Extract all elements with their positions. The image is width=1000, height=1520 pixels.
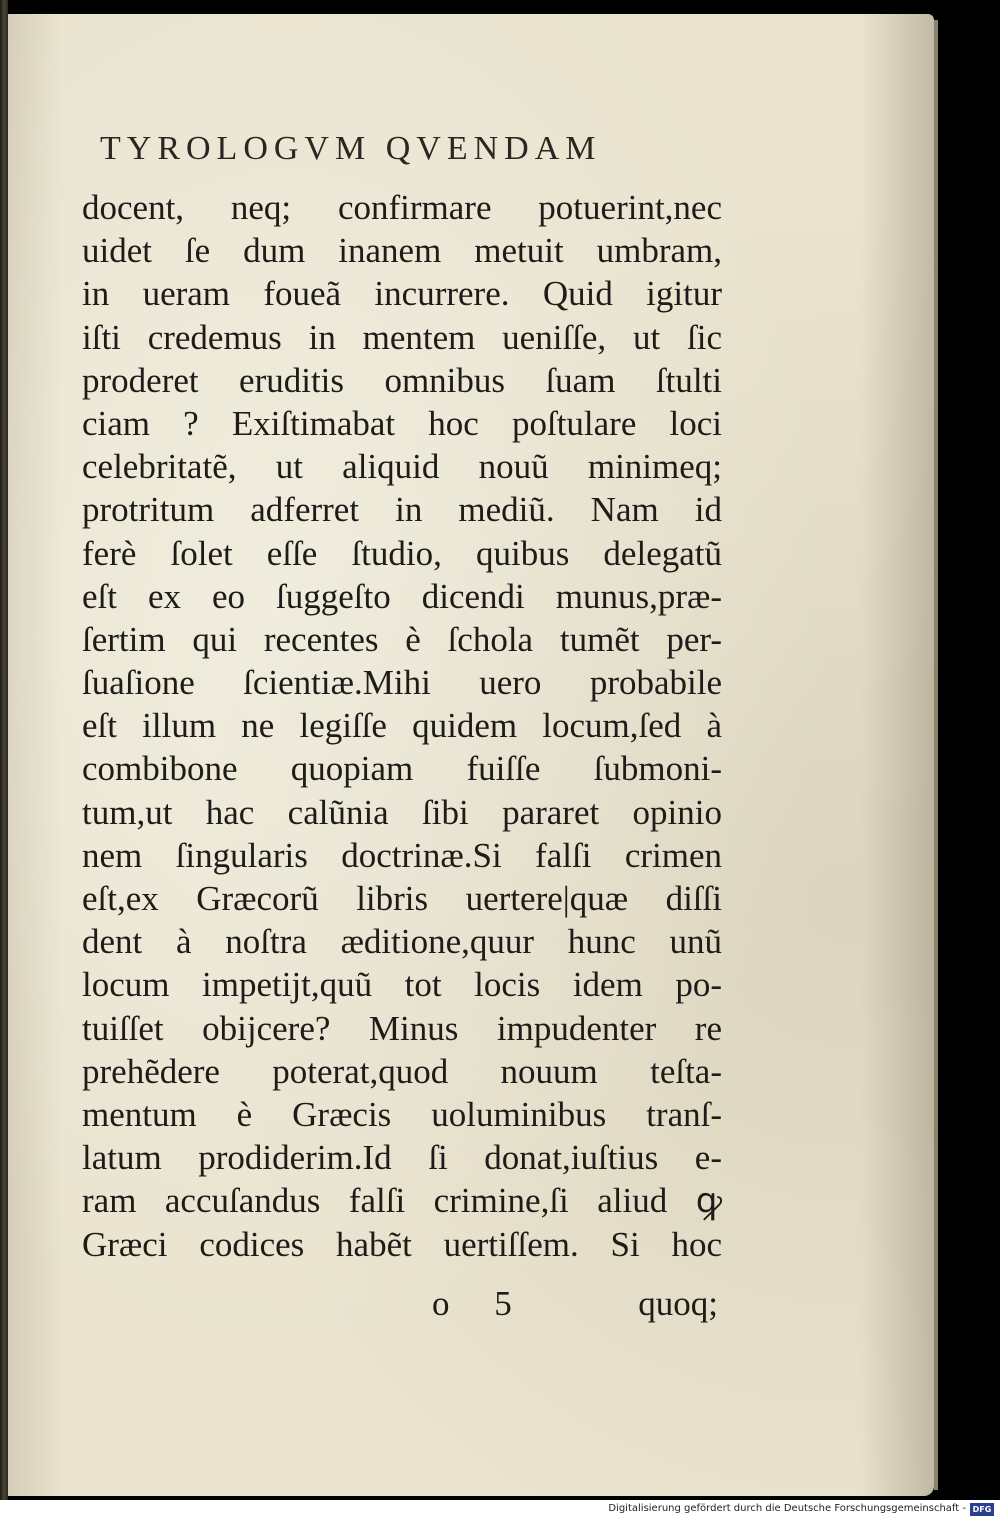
funding-credit: Digitalisierung gefördert durch die Deutsche Forschungsgemeinschaft -	[608, 1503, 966, 1514]
text-line: nem ſingularis doctrinæ.Si falſi crimen	[82, 835, 722, 875]
text-line: prehẽdere poterat,quod nouum teſta-	[82, 1051, 722, 1091]
text-line: in ueram foueã incurrere. Quid igitur	[82, 274, 722, 314]
text-line: eſt ex eo ſuggeſto dicendi munus,præ-	[82, 576, 722, 616]
text-line: tuiſſet obijcere? Minus impudenter re	[82, 1008, 722, 1048]
text-line: ſertim qui recentes è ſchola tumẽt per-	[82, 619, 722, 659]
body-text	[82, 186, 722, 1266]
text-line: ram accuſandus falſi crimine,ſi aliud ꝙ	[82, 1181, 722, 1221]
text-line: ciam ? Exiſtimabat hoc poſtulare loci	[82, 403, 722, 443]
text-line: ſuaſione ſcientiæ.Mihi uero probabile	[82, 663, 722, 703]
text-line: dent à noſtra æditione,quur hunc unũ	[82, 922, 722, 962]
text-line: tum,ut hac calũnia ſibi pararet opinio	[82, 792, 722, 832]
text-line: protritum adferret in mediũ. Nam id	[82, 490, 722, 530]
text-line: celebritatẽ, ut aliquid nouũ minimeq;	[82, 447, 722, 487]
text-line: iſti credemus in mentem ueniſſe, ut ſic	[82, 317, 722, 357]
signature-mark: o 5	[432, 1284, 530, 1323]
running-title: TYROLOGVM QVENDAM	[100, 130, 602, 167]
binding-edge	[0, 0, 8, 1500]
text-line: locum impetijt,quũ tot locis idem po-	[82, 965, 722, 1005]
page-edge	[934, 20, 938, 1490]
text-line: ferè ſolet eſſe ſtudio, quibus delegatũ	[82, 533, 722, 573]
dfg-logo: DFG	[970, 1503, 994, 1516]
credit-bar	[0, 1500, 1000, 1520]
text-line: uidet ſe dum inanem metuit umbram,	[82, 231, 722, 271]
text-line: proderet eruditis omnibus ſuam ſtulti	[82, 360, 722, 400]
text-line: eſt,ex Græcorũ libris uertere|quæ diſſi	[82, 879, 722, 918]
text-line: combibone quopiam fuiſſe ſubmoni-	[82, 749, 722, 789]
text-line: latum prodiderim.Id ſi donat,iuſtius e-	[82, 1138, 722, 1178]
text-line: mentum è Græcis uoluminibus tranſ-	[82, 1094, 722, 1134]
text-line: docent, neq; confirmare potuerint,nec	[82, 188, 722, 227]
page-footer	[82, 1284, 722, 1328]
text-line: eſt illum ne legiſſe quidem locum,ſed à	[82, 706, 722, 746]
text-line: Græci codices habẽt uertiſſem. Si hoc	[82, 1224, 722, 1264]
catchword: quoq;	[638, 1284, 718, 1323]
